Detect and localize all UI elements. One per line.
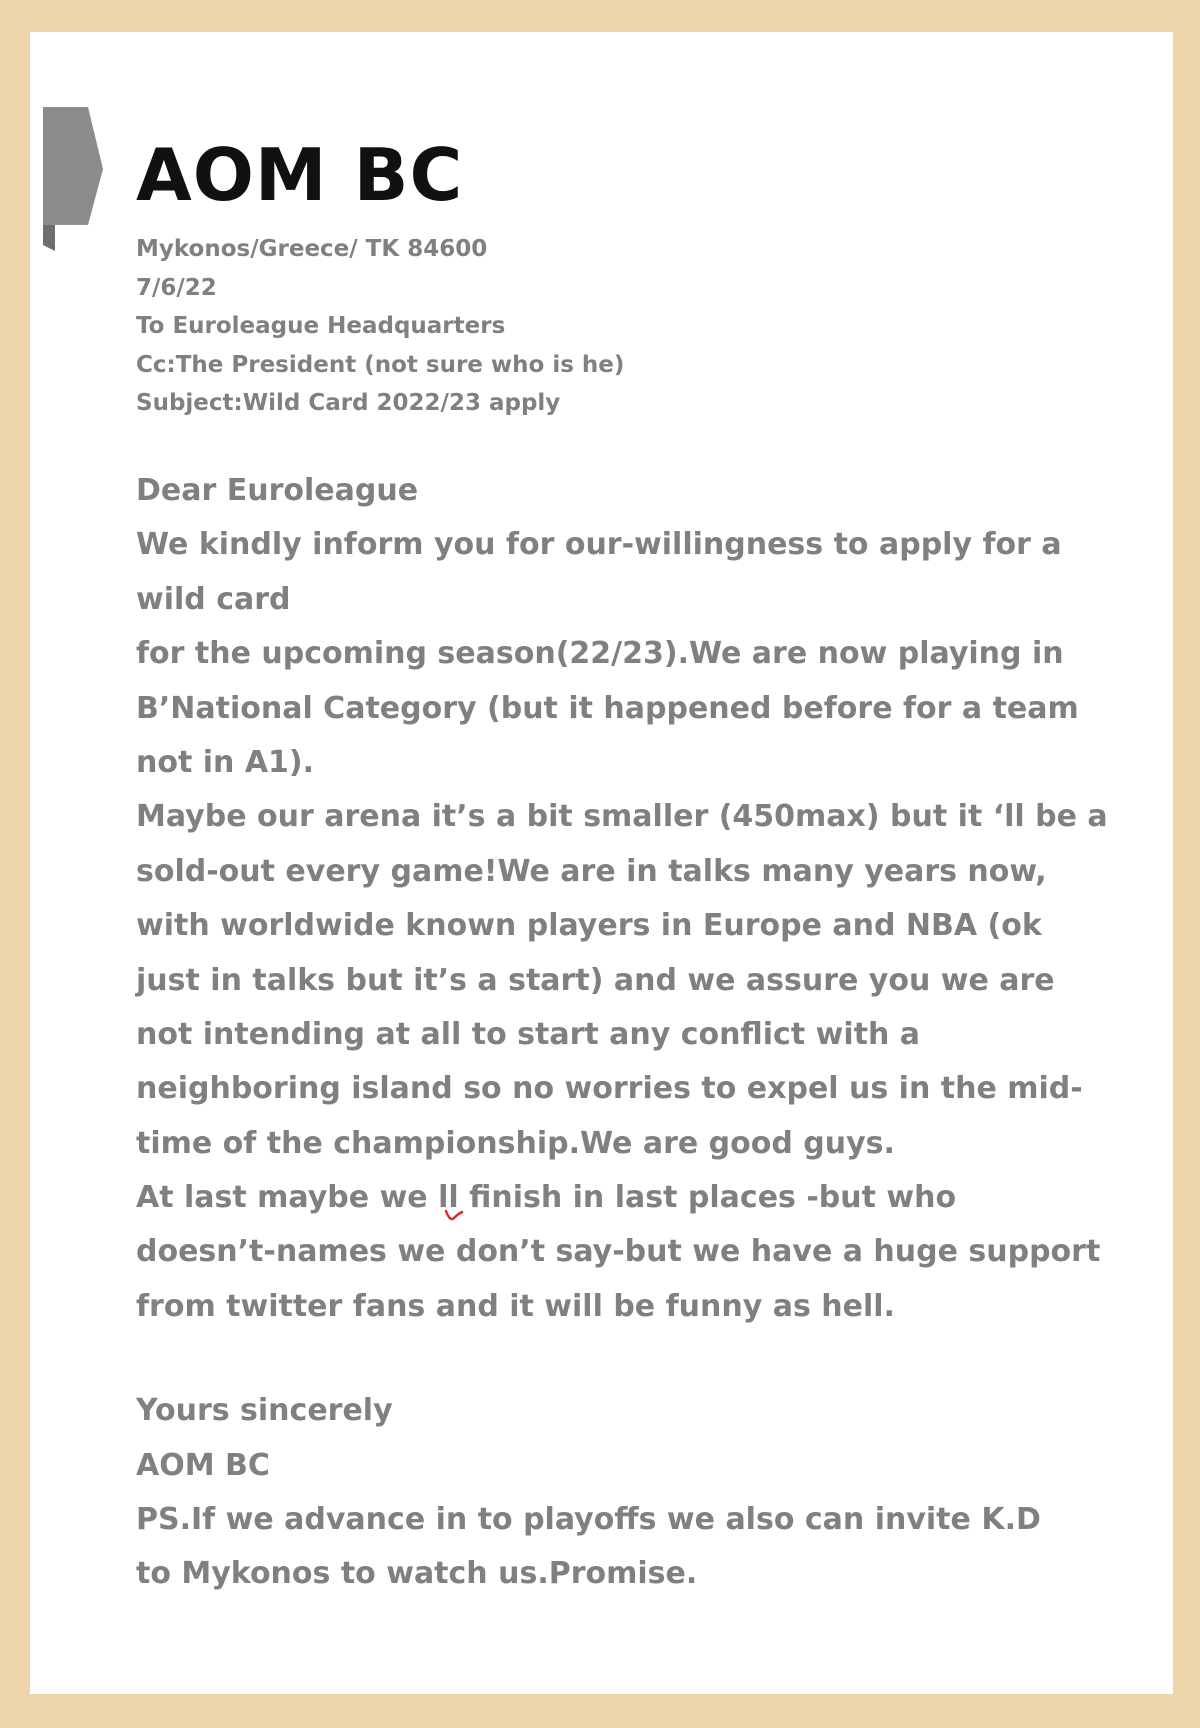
spellcheck-marked-word	[438, 1171, 459, 1225]
body-line-with-spellcheck	[136, 1171, 1108, 1225]
line-text-after: finish in last places -but who	[458, 1180, 957, 1216]
body-line: Dear Euroleague	[136, 473, 419, 508]
body-line: wild card	[136, 581, 291, 617]
body-line: with worldwide known players in Europe and NBA (ok	[136, 908, 1042, 944]
body-line: sold-out every game!We are in talks many years now,	[136, 853, 1047, 889]
letter-body	[136, 464, 1108, 1602]
body-line: just in talks but it’s a start) and we assure you we are	[136, 962, 1055, 998]
body-line: for the upcoming season(22/23).We are now playing in	[136, 636, 1064, 672]
closing-salutation: Yours sincerely	[136, 1393, 393, 1429]
line-text-before: At last maybe we	[136, 1180, 439, 1216]
sender-address: Mykonos/Greece/ TK 84600	[136, 236, 488, 262]
marked-word-text: ll	[438, 1180, 459, 1216]
spellcheck-squiggle-icon	[444, 1209, 464, 1223]
body-line: doesn’t-names we don’t say-but we have a huge support	[136, 1234, 1101, 1270]
body-line: not intending at all to start any conflict with a	[136, 1016, 920, 1052]
body-line: We kindly inform you for our-willingness to apply for a	[136, 527, 1062, 563]
paragraph-gap	[136, 1334, 1108, 1384]
letter-date: 7/6/22	[136, 274, 217, 301]
bookmark-tab-icon	[43, 107, 103, 251]
postscript-line: PS.If we advance in to playoffs we also can invite K.D	[136, 1502, 1041, 1538]
body-line: from twitter fans and it will be funny as hell.	[136, 1288, 895, 1324]
letter-title: AOM BC	[136, 133, 464, 217]
closing-signature: AOM BC	[136, 1447, 270, 1483]
body-line: Maybe our arena it’s a bit smaller (450max) but it ‘ll be a	[136, 799, 1108, 835]
body-line: B’National Category (but it happened before for a team	[136, 690, 1079, 726]
letter-sheet	[30, 32, 1173, 1694]
postscript-line: to Mykonos to watch us.Promise.	[136, 1556, 698, 1592]
recipient-line: To Euroleague Headquarters	[136, 313, 506, 339]
letter-header-meta	[136, 230, 624, 423]
body-line: neighboring island so no worries to expel us in the mid-	[136, 1071, 1083, 1107]
subject-line: Subject:Wild Card 2022/23 apply	[136, 390, 561, 416]
body-line: time of the championship.We are good guys.	[136, 1125, 895, 1161]
cc-line: Cc:The President (not sure who is he)	[136, 351, 625, 378]
body-line: not in A1).	[136, 744, 315, 780]
